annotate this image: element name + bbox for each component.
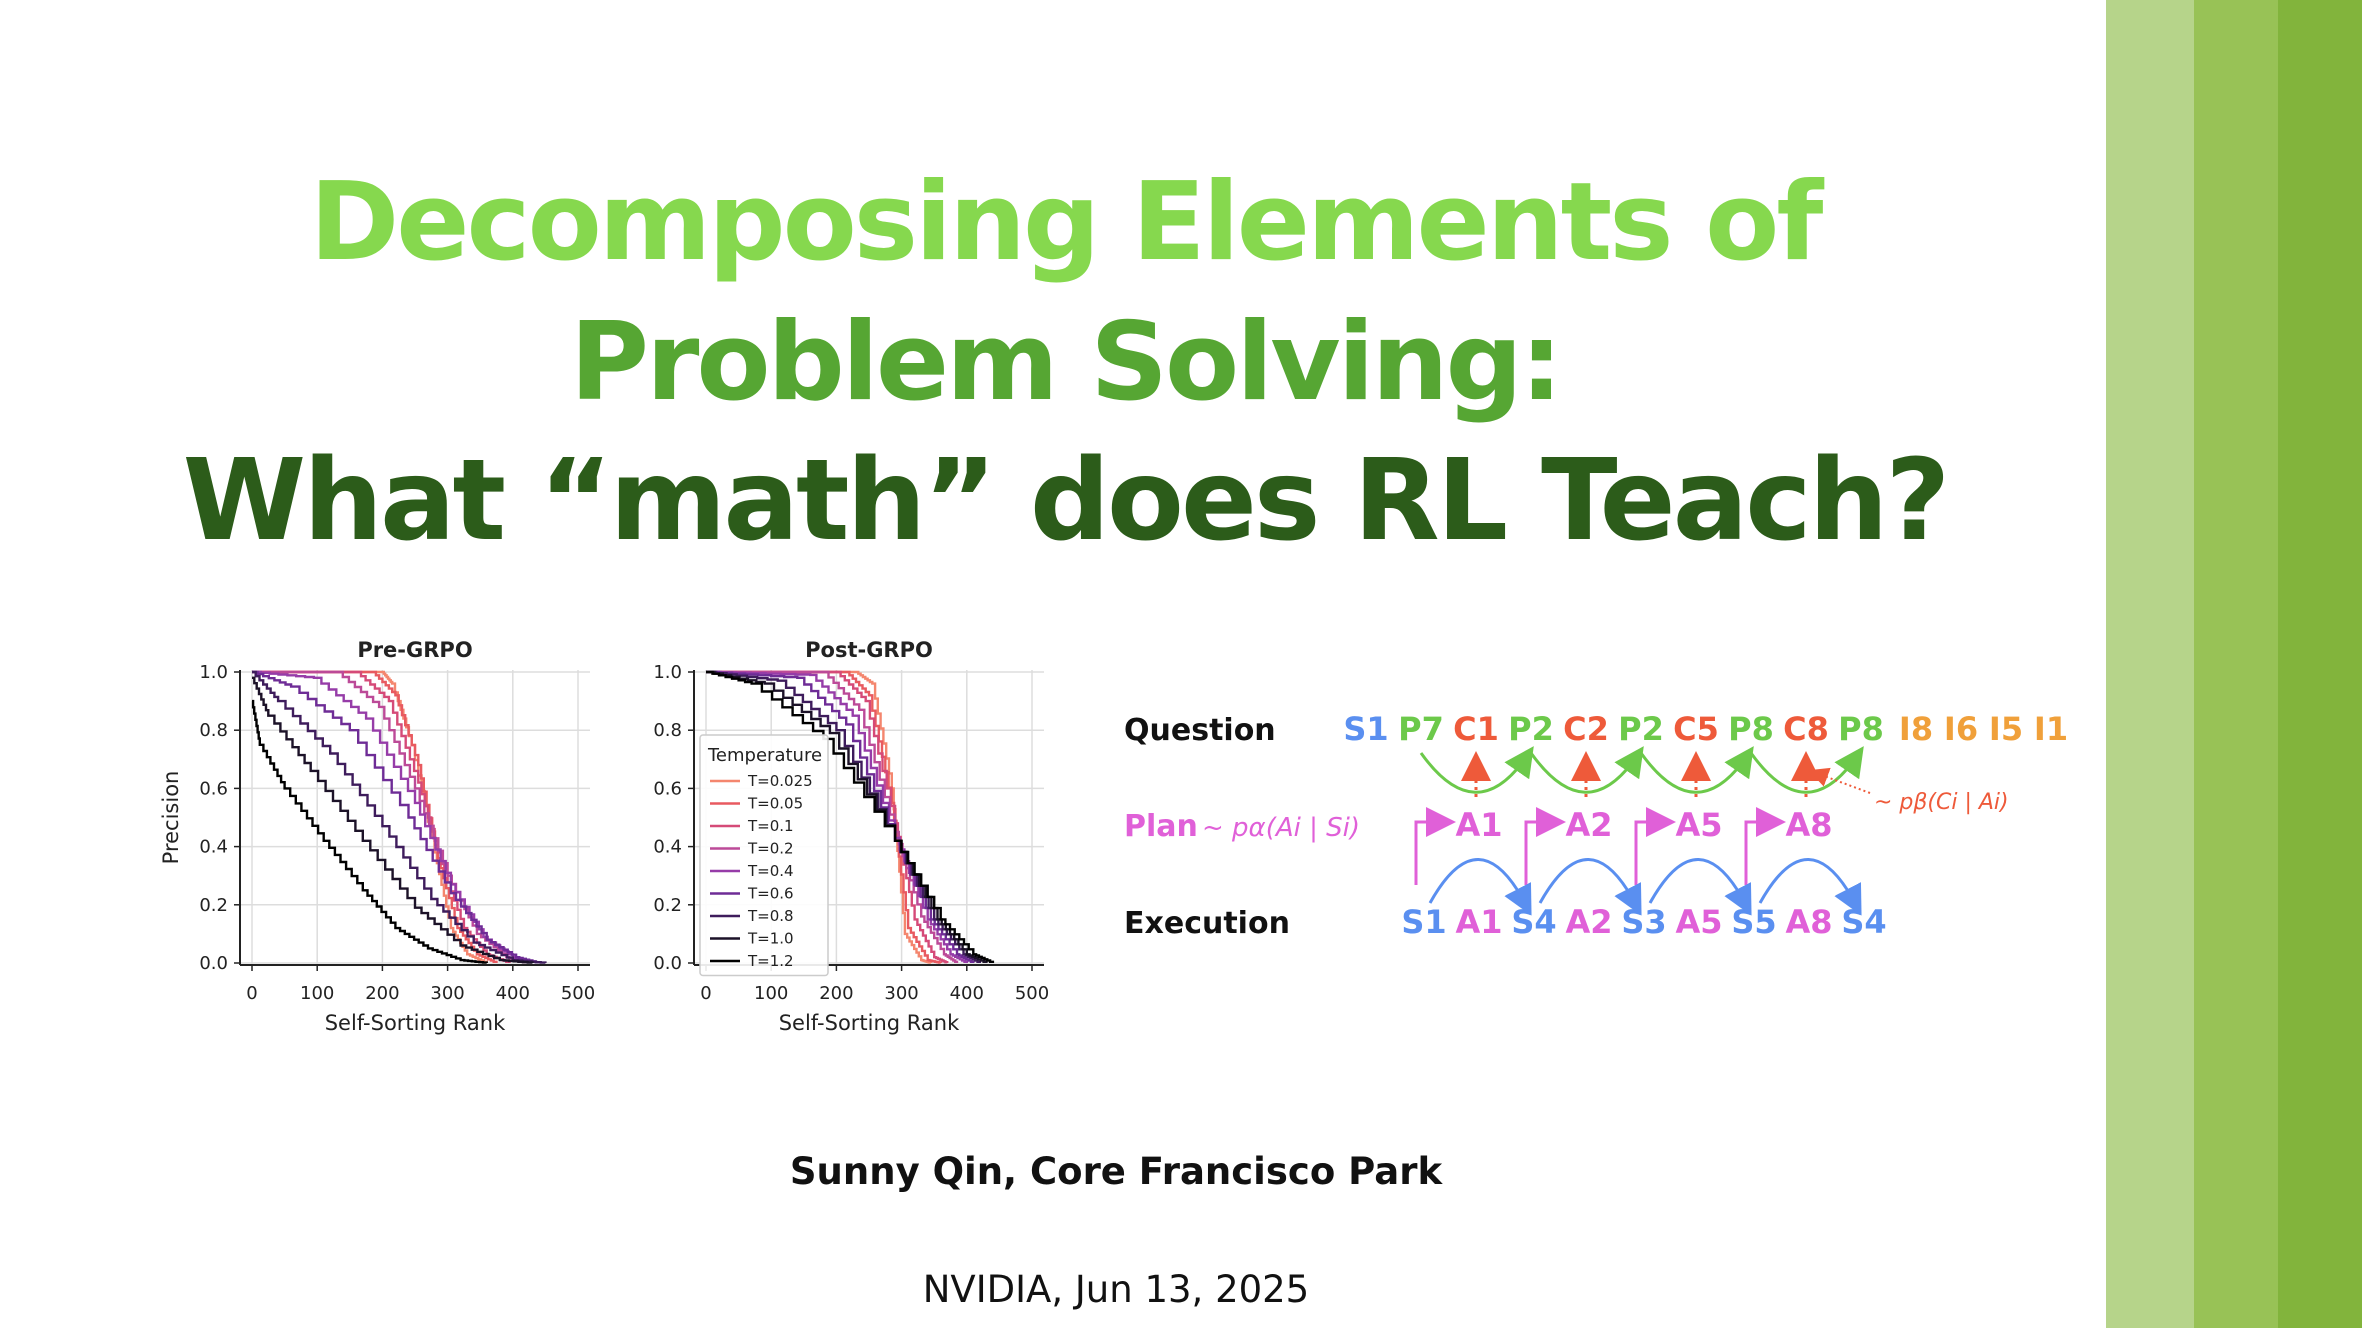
plan-formula: ~ pα(Ai | Si) <box>1202 813 1361 843</box>
plan-token: A1 <box>1455 806 1503 844</box>
decorative-stripe-dark <box>2278 0 2362 1328</box>
execution-token: A2 <box>1565 903 1613 941</box>
execution-token: S4 <box>1511 903 1557 941</box>
execution-token: S1 <box>1401 903 1447 941</box>
chart-pre-grpo <box>150 628 600 1038</box>
question-token: I1 <box>2033 710 2069 748</box>
beta-pointer <box>1816 773 1870 793</box>
x-tick-label: 300 <box>430 983 465 1004</box>
question-token: C8 <box>1783 710 1829 748</box>
question-token: P2 <box>1508 710 1554 748</box>
execution-token: S5 <box>1731 903 1777 941</box>
chart-title: Pre-GRPO <box>357 638 473 662</box>
legend-entry: T=0.4 <box>748 862 794 880</box>
x-tick-label: 0 <box>246 983 258 1004</box>
decomposition-diagram <box>1110 655 2070 955</box>
y-tick-label: 1.0 <box>653 662 682 683</box>
question-token: P8 <box>1728 710 1774 748</box>
y-tick-label: 0.2 <box>199 894 228 916</box>
y-tick-label: 0.4 <box>653 836 682 858</box>
plan-token: A5 <box>1675 806 1723 844</box>
y-tick-label: 0.0 <box>653 953 682 974</box>
y-tick-label: 0.2 <box>653 894 682 916</box>
execution-arc-blue <box>1650 859 1746 905</box>
execution-label: Execution <box>1124 906 1290 941</box>
plan-token-row <box>1455 806 1832 844</box>
x-tick-label: 300 <box>884 983 919 1004</box>
execution-token: S3 <box>1621 903 1667 941</box>
y-axis-label: Precision <box>159 770 183 865</box>
title-line-2: Problem Solving: <box>569 300 1561 425</box>
chart-title: Post-GRPO <box>805 638 933 662</box>
x-tick-label: 0 <box>700 983 712 1004</box>
y-tick-label: 0.6 <box>199 778 228 800</box>
execution-arc-blue <box>1430 859 1526 905</box>
legend-entry: T=0.6 <box>748 884 794 903</box>
execution-arc-blue <box>1760 859 1856 905</box>
x-tick-label: 200 <box>365 983 400 1004</box>
question-label: Question <box>1124 713 1276 748</box>
x-tick-label: 500 <box>560 983 596 1004</box>
decorative-stripe-mid <box>2194 0 2278 1328</box>
y-tick-label: 0.6 <box>653 778 682 800</box>
legend-entry: T=0.05 <box>748 794 804 813</box>
x-tick-label: 200 <box>819 983 854 1004</box>
x-tick-label: 100 <box>300 983 335 1004</box>
y-tick-label: 0.4 <box>199 836 228 858</box>
question-token: C2 <box>1563 710 1609 748</box>
series-line-T-0-025 <box>252 672 487 963</box>
x-axis-label: Self-Sorting Rank <box>324 1011 506 1035</box>
legend-entry: T=0.025 <box>748 772 813 790</box>
x-tick-label: 500 <box>1014 983 1050 1004</box>
plan-token: A8 <box>1785 806 1833 844</box>
plan-label: Plan <box>1124 809 1198 844</box>
legend-title: Temperature <box>708 745 823 766</box>
question-token: I5 <box>1988 710 2024 748</box>
question-token: C5 <box>1673 710 1719 748</box>
y-tick-label: 0.8 <box>653 720 682 742</box>
plan-bracket-pink <box>1746 822 1774 885</box>
plan-arc-green <box>1531 753 1637 792</box>
plan-token: A2 <box>1565 806 1613 844</box>
plan-bracket-pink <box>1416 822 1444 885</box>
question-token: S1 <box>1343 710 1389 748</box>
execution-token: A8 <box>1785 903 1833 941</box>
chart-post-grpo <box>604 628 1054 1038</box>
legend-entry: T=1.0 <box>748 929 794 948</box>
legend-entry: T=0.2 <box>748 839 794 858</box>
x-tick-label: 100 <box>754 983 789 1004</box>
legend-entry: T=1.2 <box>748 952 794 970</box>
plan-arc-green <box>1751 753 1857 792</box>
x-axis-label: Self-Sorting Rank <box>778 1011 960 1035</box>
authors: Sunny Qin, Core Francisco Park <box>789 1150 1443 1193</box>
title-line-1: Decomposing Elements of <box>309 160 1821 285</box>
series-line-T-0-8 <box>252 672 545 963</box>
y-tick-label: 1.0 <box>199 662 228 683</box>
title-line-3: What “math” does RL Teach? <box>182 436 1948 566</box>
x-tick-label: 400 <box>495 983 530 1004</box>
question-token: I8 <box>1898 710 1934 748</box>
execution-arc-blue <box>1540 859 1636 905</box>
question-token: I6 <box>1943 710 1979 748</box>
plan-bracket-pink <box>1526 822 1554 885</box>
y-tick-label: 0.0 <box>199 953 228 974</box>
venue-date: NVIDIA, Jun 13, 2025 <box>922 1268 1310 1311</box>
execution-token: A5 <box>1675 903 1723 941</box>
legend-entry: T=0.8 <box>748 907 794 925</box>
y-tick-label: 0.8 <box>199 720 228 742</box>
beta-formula: ~ pβ(Ci | Ai) <box>1874 790 2009 815</box>
question-token-row <box>1343 710 2068 748</box>
series-line-T-1-0 <box>252 678 532 963</box>
question-token: P8 <box>1838 710 1884 748</box>
plan-arc-green <box>1421 753 1527 792</box>
plan-arc-green <box>1641 753 1747 792</box>
question-token: P7 <box>1398 710 1444 748</box>
legend-entry: T=0.1 <box>748 817 794 835</box>
plan-bracket-pink <box>1636 822 1664 885</box>
x-tick-label: 400 <box>949 983 984 1004</box>
question-token: C1 <box>1453 710 1499 748</box>
question-token: P2 <box>1618 710 1664 748</box>
execution-token: A1 <box>1455 903 1503 941</box>
execution-token-row <box>1401 903 1886 941</box>
execution-token: S4 <box>1841 903 1887 941</box>
